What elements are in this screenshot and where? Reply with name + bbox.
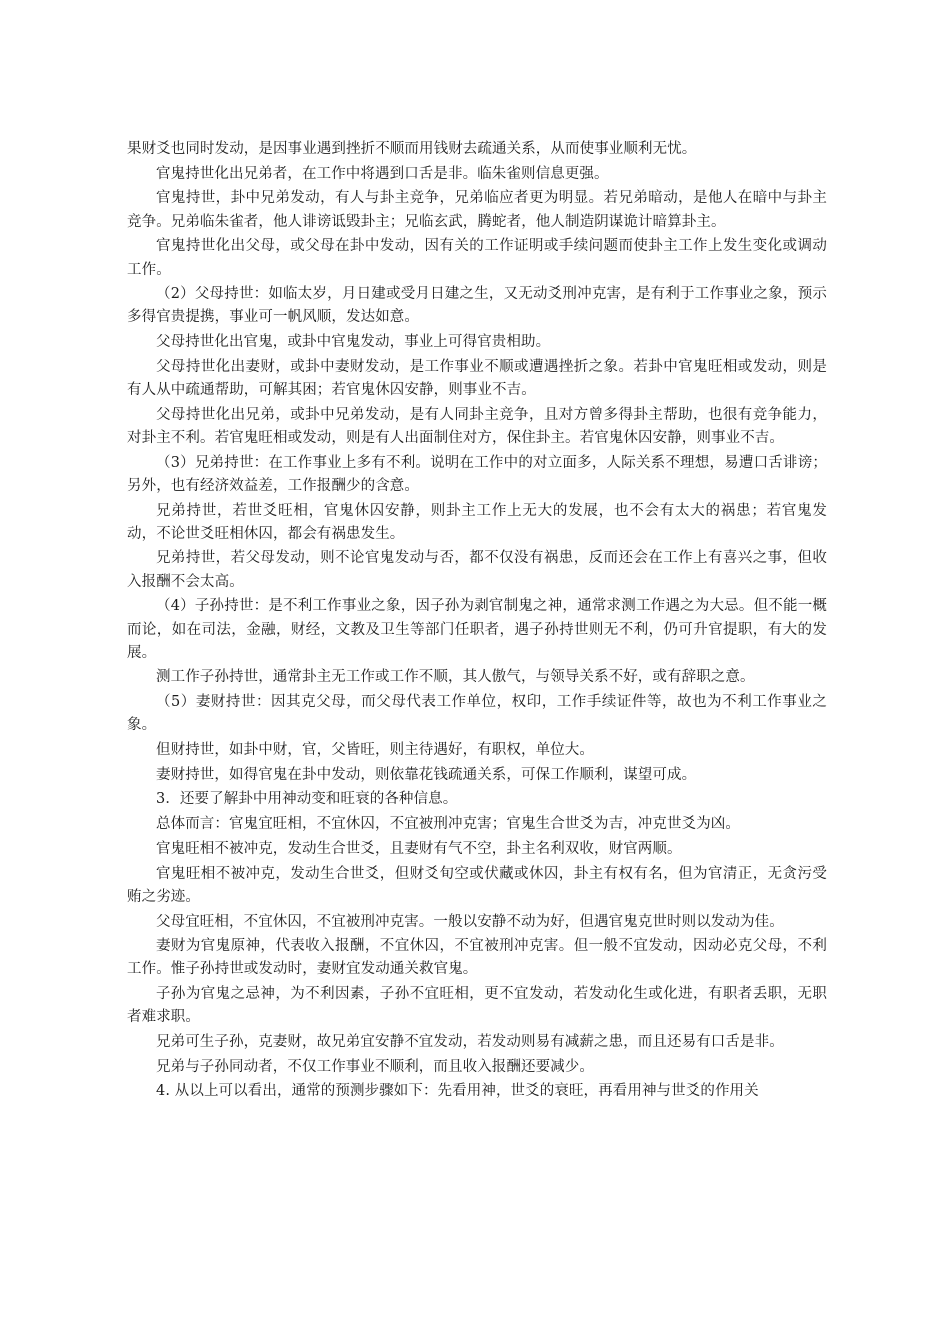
document-body (127, 138, 827, 1105)
paragraph: 父母持世化出妻财，或卦中妻财发动，是工作事业不顺或遭遇挫折之象。若卦中官鬼旺相或发动，则是有人从中疏通帮助，可解其困；若官鬼休囚安静，则事业不吉。 (127, 358, 827, 399)
paragraph: 果财爻也同时发动，是因事业遇到挫折不顺而用钱财去疏通关系，从而使事业顺利无忧。 (127, 141, 697, 157)
paragraph: 父母宜旺相，不宜休囚，不宜被刑冲克害。一般以安静不动为好，但遇官鬼克世时则以发动为佳。 (156, 913, 784, 930)
paragraph: 子孙为官鬼之忌神，为不利因素，子孙不宜旺相，更不宜发动，若发动化生或化进，有职者丢职，无职者难求职。 (127, 986, 827, 1026)
paragraph: 官鬼持世化出兄弟者，在工作中将遇到口舌是非。临朱雀则信息更强。 (156, 165, 609, 182)
paragraph: 官鬼旺相不被冲克，发动生合世爻，且妻财有气不空，卦主名利双收，财官两顺。 (156, 840, 682, 857)
paragraph: 兄弟持世，若世爻旺相，官鬼休囚安静，则卦主工作上无大的发展，也不会有太大的祸患；若官鬼发动，不论世爻旺相休囚，都会有祸患发生。 (127, 502, 827, 542)
paragraph: （2）父母持世：如临太岁，月日建或受月日建之生，又无动爻刑冲克害，是有利于工作事业之象，预示多得官贵提携，事业可一帆风顺，发达如意。 (127, 286, 827, 326)
section-heading: 3．还要了解卦中用神动变和旺衰的各种信息。 (156, 791, 458, 808)
paragraph: 官鬼旺相不被冲克，发动生合世爻，但财爻旬空或伏藏或休囚，卦主有权有名，但为官清正，无贪污受贿之劣迹。 (127, 865, 827, 905)
paragraph: 父母持世化出官鬼，或卦中官鬼发动，事业上可得官贵相助。 (156, 334, 551, 351)
paragraph: （5）妻财持世：因其克父母，而父母代表工作单位，权印，工作手续证件等，故也为不利工作事业之象。 (127, 694, 827, 734)
paragraph: （3）兄弟持世：在工作事业上多有不利。说明在工作中的对立面多，人际关系不理想，易遭口舌诽谤；另外，也有经济效益差，工作报酬少的含意。 (127, 454, 827, 494)
paragraph: 父母持世化出兄弟，或卦中兄弟发动，是有人同卦主竞争，且对方曾多得卦主帮助，也很有竞争能力，对卦主不利。若官鬼旺相或发动，则是有人出面制住对方，保住卦主。若官鬼休囚安静，则事业不吉。 (127, 406, 827, 446)
paragraph: 官鬼持世，卦中兄弟发动，有人与卦主竞争，兄弟临应者更为明显。若兄弟暗动，是他人在暗中与卦主竞争。兄弟临朱雀者，他人诽谤诋毁卦主；兄临玄武，腾蛇者，他人制造阴谋诡计暗算卦主。 (127, 190, 827, 230)
paragraph: 兄弟与子孙同动者，不仅工作事业不顺利，而且收入报酬还要减少。 (156, 1058, 594, 1075)
paragraph: 但财持世，如卦中财，官，父皆旺，则主待遇好，有职权，单位大。 (156, 742, 594, 759)
paragraph: 兄弟持世，若父母发动，则不论官鬼发动与否，都不仅没有祸患，反而还会在工作上有喜兴之事，但收入报酬不会太高。 (127, 550, 827, 590)
section-heading: 4. 从以上可以看出，通常的预测步骤如下：先看用神，世爻的衰旺，再看用神与世爻的作用关 (156, 1083, 759, 1100)
paragraph: 兄弟可生子孙，克妻财，故兄弟宜安静不宜发动，若发动则易有减薪之患，而且还易有口舌是非。 (156, 1034, 784, 1051)
paragraph: 妻财为官鬼原神，代表收入报酬，不宜休囚，不宜被刑冲克害。但一般不宜发动，因动必克父母，不利工作。惟子孙持世或发动时，妻财宜发动通关救官鬼。 (127, 938, 827, 978)
paragraph: 总体而言：官鬼宜旺相，不宜休囚，不宜被刑冲克害；官鬼生合世爻为吉，冲克世爻为凶。 (156, 816, 740, 833)
paragraph: 妻财持世，如得官鬼在卦中发动，则依靠花钱疏通关系，可保工作顺利，谋望可成。 (156, 766, 697, 783)
paragraph: 官鬼持世化出父母，或父母在卦中发动，因有关的工作证明或手续问题而使卦主工作上发生变化或调动工作。 (127, 238, 827, 278)
paragraph: 测工作子孙持世，通常卦主无工作或工作不顺，其人傲气，与领导关系不好，或有辞职之意。 (156, 669, 755, 686)
paragraph: （4）子孙持世：是不利工作事业之象，因子孙为剥官制鬼之神，通常求测工作遇之为大忌。但不能一概而论，如在司法，金融，财经，文教及卫生等部门任职者，遇子孙持世则无不利，仍可升官提职，有大的发展。 (127, 598, 827, 661)
